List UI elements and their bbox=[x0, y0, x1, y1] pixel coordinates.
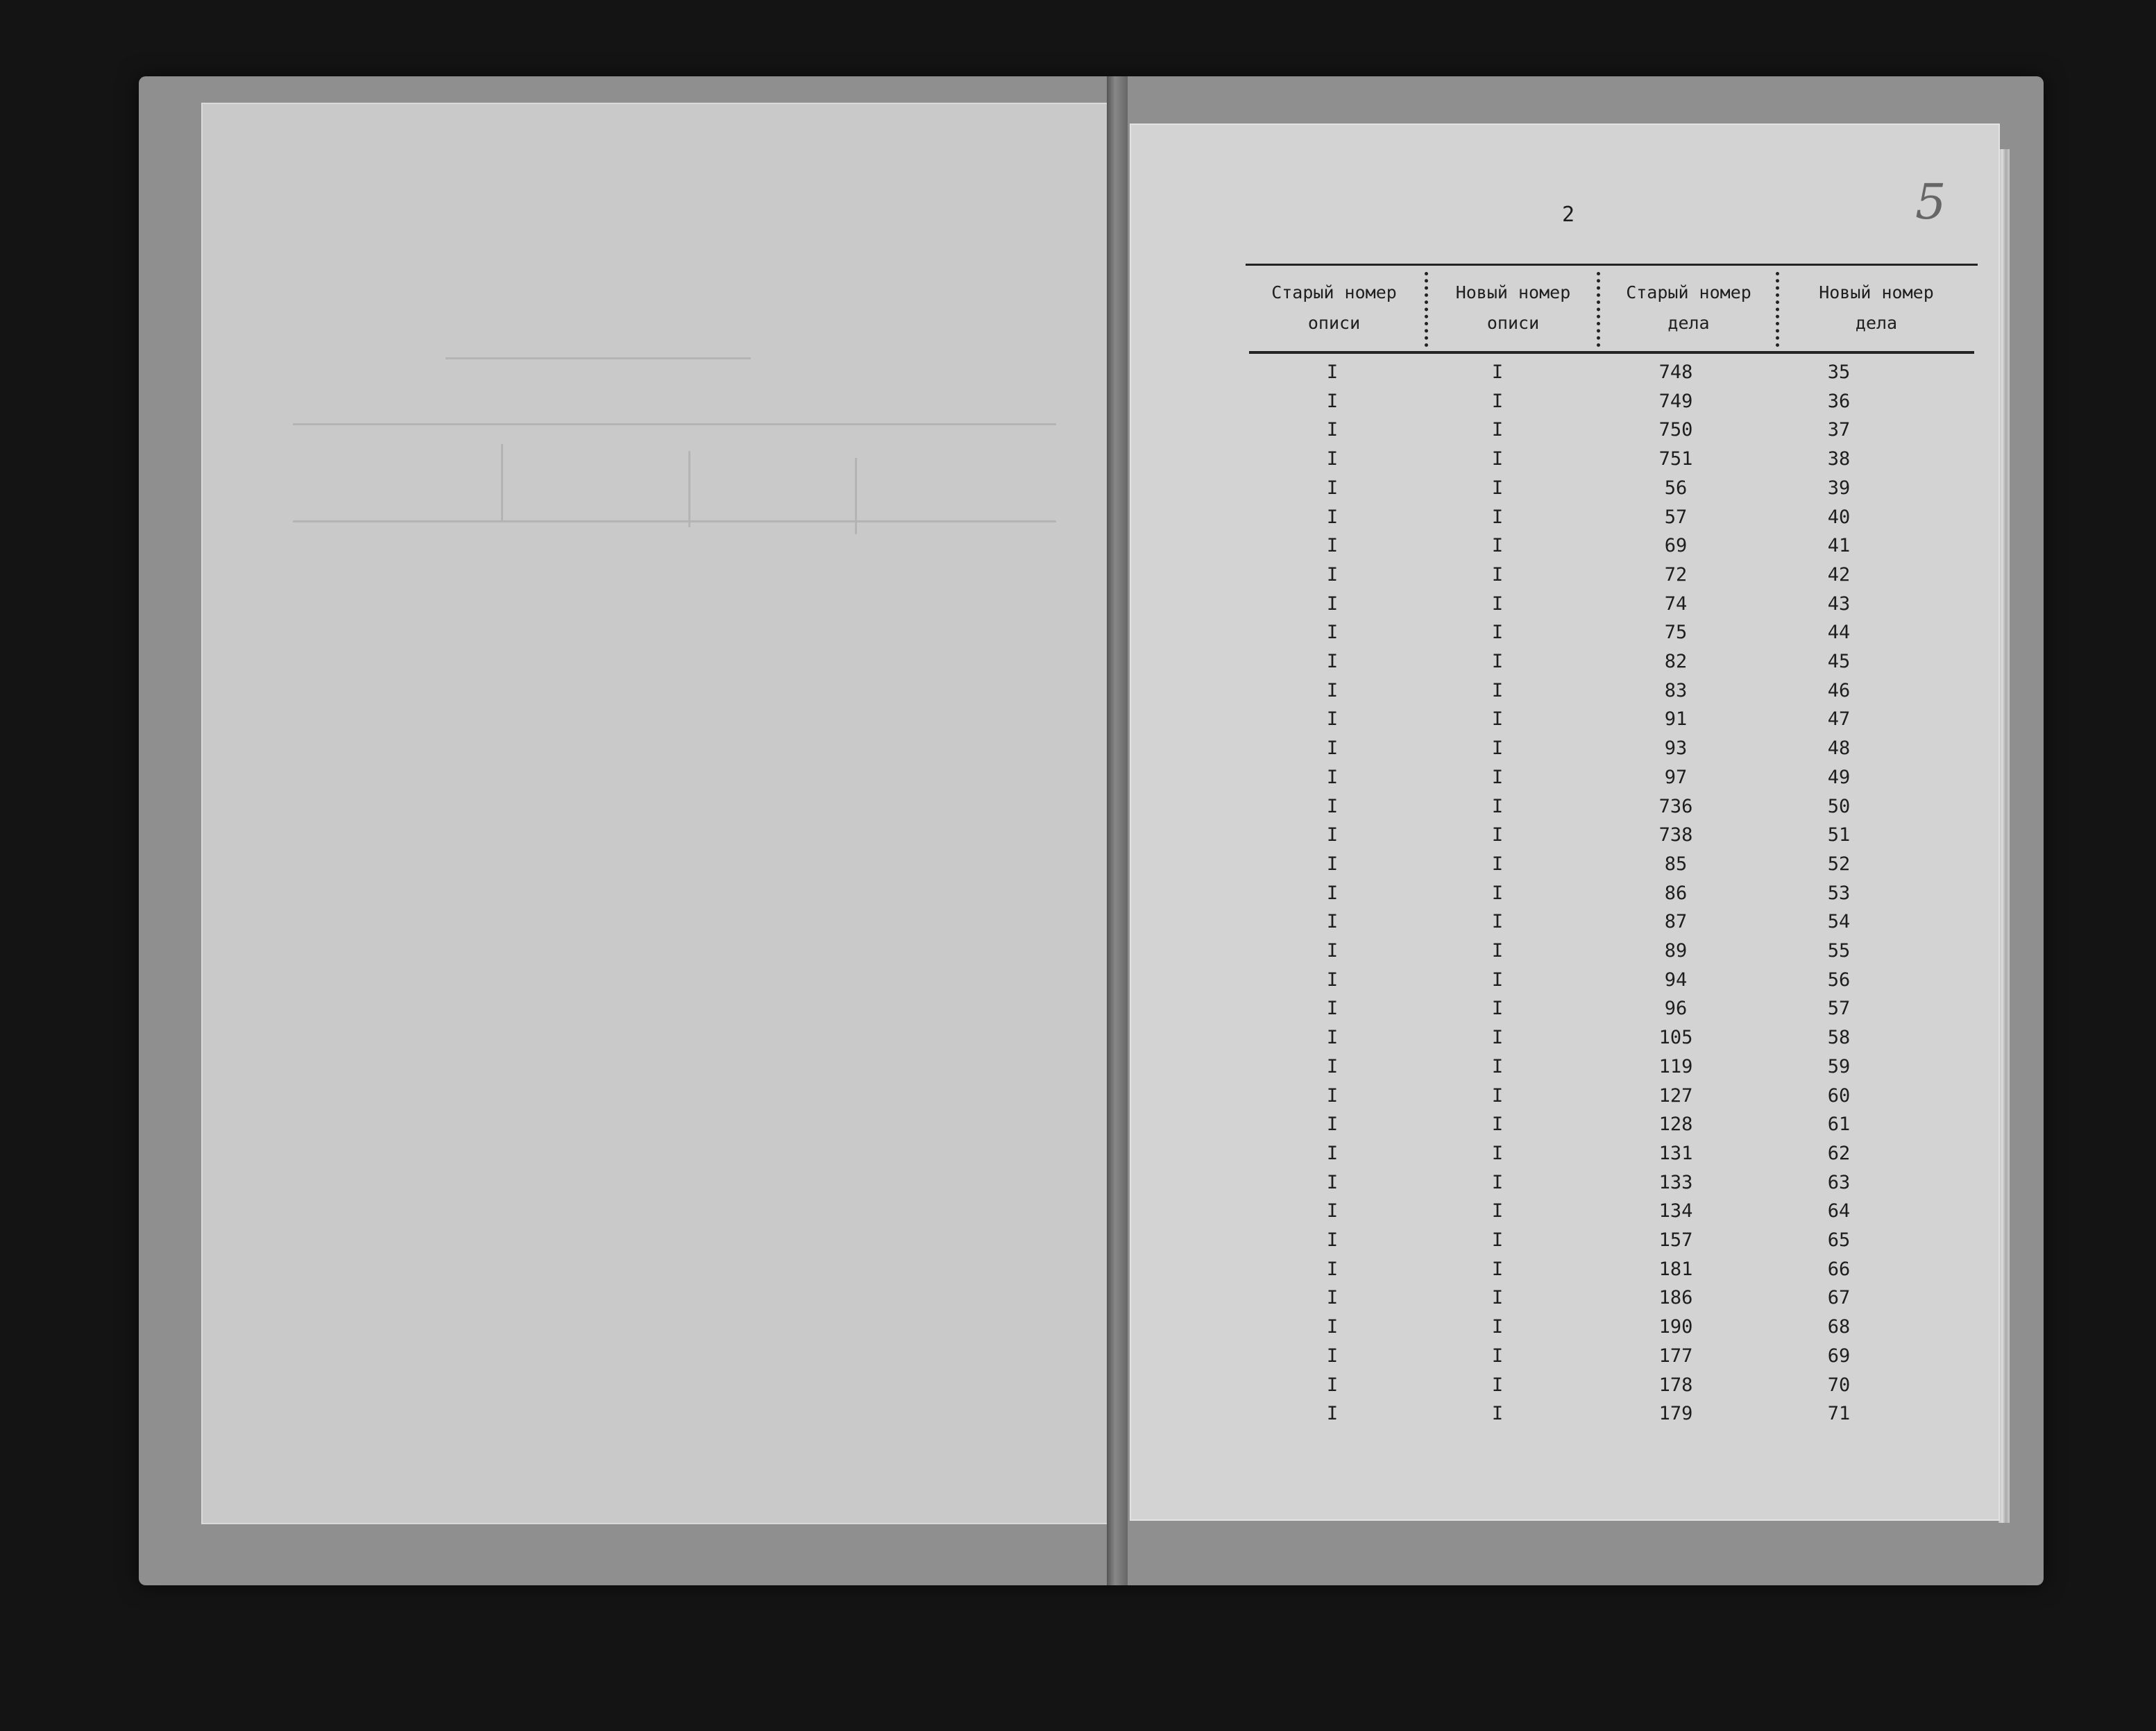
new-file-cell: 38 bbox=[1827, 448, 1851, 470]
old-file-cell: 119 bbox=[1658, 1055, 1693, 1077]
old-inventory-cell: I bbox=[1326, 1055, 1339, 1077]
new-inventory-cell: I bbox=[1491, 882, 1504, 904]
new-file-cell: 36 bbox=[1827, 390, 1851, 412]
old-file-cell: 179 bbox=[1658, 1403, 1693, 1425]
old-inventory-cell: I bbox=[1326, 1258, 1339, 1280]
table-row bbox=[1246, 1139, 1978, 1168]
new-inventory-cell: I bbox=[1491, 563, 1504, 586]
new-inventory-cell: I bbox=[1491, 1027, 1504, 1049]
old-file-cell: 69 bbox=[1664, 535, 1688, 557]
new-file-cell: 67 bbox=[1827, 1287, 1851, 1309]
new-inventory-cell: I bbox=[1491, 390, 1504, 412]
table-top-rule bbox=[1246, 264, 1978, 266]
new-file-cell: 57 bbox=[1827, 998, 1851, 1020]
table-row bbox=[1246, 590, 1978, 619]
old-inventory-cell: I bbox=[1326, 679, 1339, 701]
new-file-cell: 64 bbox=[1827, 1200, 1851, 1222]
header-separator bbox=[1425, 272, 1428, 347]
new-file-cell: 66 bbox=[1827, 1258, 1851, 1280]
old-file-cell: 87 bbox=[1664, 911, 1688, 933]
old-inventory-cell: I bbox=[1326, 477, 1339, 499]
old-file-cell: 177 bbox=[1658, 1345, 1693, 1367]
new-inventory-cell: I bbox=[1491, 1403, 1504, 1425]
new-inventory-cell: I bbox=[1491, 651, 1504, 672]
new-file-cell: 51 bbox=[1827, 824, 1851, 846]
new-inventory-cell: I bbox=[1491, 1316, 1504, 1338]
new-inventory-cell: I bbox=[1491, 1055, 1504, 1077]
old-inventory-cell: I bbox=[1326, 1027, 1339, 1049]
table-row bbox=[1246, 358, 1978, 387]
old-file-cell: 105 bbox=[1658, 1027, 1693, 1049]
new-inventory-cell: I bbox=[1491, 737, 1504, 760]
old-file-cell: 738 bbox=[1658, 824, 1693, 846]
old-inventory-cell: I bbox=[1326, 651, 1339, 672]
old-file-cell: 736 bbox=[1658, 795, 1693, 817]
new-file-cell: 41 bbox=[1827, 535, 1851, 557]
old-inventory-cell: I bbox=[1326, 622, 1339, 644]
table-row bbox=[1246, 850, 1978, 879]
old-file-cell: 127 bbox=[1658, 1084, 1693, 1107]
new-file-cell: 63 bbox=[1827, 1171, 1851, 1193]
new-inventory-cell: I bbox=[1491, 766, 1504, 788]
new-inventory-cell: I bbox=[1491, 361, 1504, 383]
new-file-cell: 60 bbox=[1827, 1084, 1851, 1107]
table-row bbox=[1246, 1168, 1978, 1197]
old-file-cell: 178 bbox=[1658, 1374, 1693, 1396]
table-row bbox=[1246, 763, 1978, 792]
header-old-inventory bbox=[1246, 278, 1423, 347]
left-page-faded bbox=[201, 103, 1117, 1524]
table-row bbox=[1246, 1197, 1978, 1226]
old-inventory-cell: I bbox=[1326, 1084, 1339, 1107]
old-file-cell: 83 bbox=[1664, 679, 1688, 701]
old-file-cell: 56 bbox=[1664, 477, 1688, 499]
new-file-cell: 70 bbox=[1827, 1374, 1851, 1396]
old-file-cell: 75 bbox=[1664, 622, 1688, 644]
table-row bbox=[1246, 531, 1978, 561]
table-row bbox=[1246, 937, 1978, 966]
header-new-file bbox=[1783, 278, 1970, 347]
faded-table-ghost bbox=[293, 215, 1056, 1533]
old-file-cell: 750 bbox=[1658, 419, 1693, 441]
new-inventory-cell: I bbox=[1491, 535, 1504, 557]
old-inventory-cell: I bbox=[1326, 882, 1339, 904]
old-file-cell: 751 bbox=[1658, 448, 1693, 470]
new-inventory-cell: I bbox=[1491, 911, 1504, 933]
old-file-cell: 134 bbox=[1658, 1200, 1693, 1222]
old-file-cell: 89 bbox=[1664, 940, 1688, 962]
old-inventory-cell: I bbox=[1326, 506, 1339, 528]
book-spine bbox=[1107, 76, 1128, 1585]
new-file-cell: 48 bbox=[1827, 737, 1851, 760]
table-row bbox=[1246, 1342, 1978, 1371]
new-inventory-cell: I bbox=[1491, 1114, 1504, 1136]
old-inventory-cell: I bbox=[1326, 1200, 1339, 1222]
old-inventory-cell: I bbox=[1326, 1171, 1339, 1193]
new-file-cell: 46 bbox=[1827, 679, 1851, 701]
old-inventory-cell: I bbox=[1326, 824, 1339, 846]
new-file-cell: 42 bbox=[1827, 563, 1851, 586]
table-row bbox=[1246, 821, 1978, 850]
new-inventory-cell: I bbox=[1491, 592, 1504, 615]
new-inventory-cell: I bbox=[1491, 477, 1504, 499]
old-file-cell: 181 bbox=[1658, 1258, 1693, 1280]
new-inventory-cell: I bbox=[1491, 1171, 1504, 1193]
new-inventory-cell: I bbox=[1491, 998, 1504, 1020]
old-inventory-cell: I bbox=[1326, 1345, 1339, 1367]
table-row bbox=[1246, 1313, 1978, 1342]
new-file-cell: 45 bbox=[1827, 651, 1851, 672]
new-inventory-cell: I bbox=[1491, 853, 1504, 875]
old-file-cell: 72 bbox=[1664, 563, 1688, 586]
old-inventory-cell: I bbox=[1326, 592, 1339, 615]
old-inventory-cell: I bbox=[1326, 853, 1339, 875]
old-inventory-cell: I bbox=[1326, 535, 1339, 557]
header-old-file bbox=[1604, 278, 1774, 347]
new-file-cell: 44 bbox=[1827, 622, 1851, 644]
table-row bbox=[1246, 879, 1978, 908]
table-header-rule bbox=[1249, 351, 1974, 354]
old-inventory-cell: I bbox=[1326, 969, 1339, 991]
new-file-cell: 69 bbox=[1827, 1345, 1851, 1367]
table-row bbox=[1246, 445, 1978, 474]
old-inventory-cell: I bbox=[1326, 390, 1339, 412]
old-file-cell: 133 bbox=[1658, 1171, 1693, 1193]
table-row bbox=[1246, 1399, 1978, 1429]
old-inventory-cell: I bbox=[1326, 911, 1339, 933]
page-number: 2 bbox=[1561, 203, 1575, 227]
handwritten-mark: 5 bbox=[1915, 173, 1946, 230]
new-file-cell: 40 bbox=[1827, 506, 1851, 528]
old-inventory-cell: I bbox=[1326, 419, 1339, 441]
new-inventory-cell: I bbox=[1491, 1287, 1504, 1309]
table-row bbox=[1246, 618, 1978, 647]
new-inventory-cell: I bbox=[1491, 795, 1504, 817]
table-row bbox=[1246, 1255, 1978, 1284]
old-file-cell: 93 bbox=[1664, 737, 1688, 760]
old-inventory-cell: I bbox=[1326, 940, 1339, 962]
table-row bbox=[1246, 705, 1978, 734]
new-file-cell: 53 bbox=[1827, 882, 1851, 904]
old-inventory-cell: I bbox=[1326, 1142, 1339, 1164]
new-inventory-cell: I bbox=[1491, 1200, 1504, 1222]
table-row bbox=[1246, 503, 1978, 532]
header-separator bbox=[1597, 272, 1600, 347]
header-line: описи bbox=[1307, 313, 1361, 333]
new-inventory-cell: I bbox=[1491, 824, 1504, 846]
table-row bbox=[1246, 734, 1978, 763]
new-file-cell: 50 bbox=[1827, 795, 1851, 817]
header-new-inventory bbox=[1432, 278, 1595, 347]
new-file-cell: 68 bbox=[1827, 1316, 1851, 1338]
new-file-cell: 58 bbox=[1827, 1027, 1851, 1049]
new-inventory-cell: I bbox=[1491, 1084, 1504, 1107]
new-file-cell: 35 bbox=[1827, 361, 1851, 383]
new-file-cell: 43 bbox=[1827, 592, 1851, 615]
header-line: дела bbox=[1855, 313, 1898, 333]
new-inventory-cell: I bbox=[1491, 448, 1504, 470]
new-inventory-cell: I bbox=[1491, 419, 1504, 441]
table-row bbox=[1246, 474, 1978, 503]
old-file-cell: 97 bbox=[1664, 766, 1688, 788]
old-file-cell: 82 bbox=[1664, 651, 1688, 672]
old-file-cell: 57 bbox=[1664, 506, 1688, 528]
old-inventory-cell: I bbox=[1326, 1114, 1339, 1136]
table-row bbox=[1246, 1082, 1978, 1111]
new-inventory-cell: I bbox=[1491, 969, 1504, 991]
table-row bbox=[1246, 1284, 1978, 1313]
table-row bbox=[1246, 1052, 1978, 1082]
old-inventory-cell: I bbox=[1326, 563, 1339, 586]
new-inventory-cell: I bbox=[1491, 1345, 1504, 1367]
old-inventory-cell: I bbox=[1326, 737, 1339, 760]
header-line: Старый номер bbox=[1626, 282, 1751, 302]
new-inventory-cell: I bbox=[1491, 506, 1504, 528]
table-row bbox=[1246, 1023, 1978, 1052]
old-file-cell: 86 bbox=[1664, 882, 1688, 904]
new-file-cell: 39 bbox=[1827, 477, 1851, 499]
old-inventory-cell: I bbox=[1326, 361, 1339, 383]
old-inventory-cell: I bbox=[1326, 1403, 1339, 1425]
new-inventory-cell: I bbox=[1491, 679, 1504, 701]
old-inventory-cell: I bbox=[1326, 795, 1339, 817]
new-inventory-cell: I bbox=[1491, 1229, 1504, 1251]
new-inventory-cell: I bbox=[1491, 708, 1504, 731]
new-file-cell: 65 bbox=[1827, 1229, 1851, 1251]
header-line: Старый номер bbox=[1271, 282, 1397, 302]
new-inventory-cell: I bbox=[1491, 1258, 1504, 1280]
header-separator bbox=[1776, 272, 1779, 347]
table-row bbox=[1246, 561, 1978, 590]
new-file-cell: 52 bbox=[1827, 853, 1851, 875]
new-file-cell: 59 bbox=[1827, 1055, 1851, 1077]
old-file-cell: 94 bbox=[1664, 969, 1688, 991]
table-row bbox=[1246, 1226, 1978, 1255]
old-inventory-cell: I bbox=[1326, 708, 1339, 731]
table-row bbox=[1246, 647, 1978, 676]
old-file-cell: 749 bbox=[1658, 390, 1693, 412]
old-file-cell: 96 bbox=[1664, 998, 1688, 1020]
new-inventory-cell: I bbox=[1491, 1142, 1504, 1164]
old-inventory-cell: I bbox=[1326, 1374, 1339, 1396]
old-inventory-cell: I bbox=[1326, 1316, 1339, 1338]
table-row bbox=[1246, 966, 1978, 995]
old-inventory-cell: I bbox=[1326, 998, 1339, 1020]
table-row bbox=[1246, 387, 1978, 416]
old-file-cell: 128 bbox=[1658, 1114, 1693, 1136]
new-file-cell: 62 bbox=[1827, 1142, 1851, 1164]
header-line: описи bbox=[1486, 313, 1540, 333]
right-page bbox=[1130, 123, 2000, 1521]
old-inventory-cell: I bbox=[1326, 448, 1339, 470]
old-file-cell: 157 bbox=[1658, 1229, 1693, 1251]
new-file-cell: 55 bbox=[1827, 940, 1851, 962]
page-edges bbox=[1998, 149, 2010, 1523]
old-file-cell: 85 bbox=[1664, 853, 1688, 875]
new-file-cell: 47 bbox=[1827, 708, 1851, 731]
table-row bbox=[1246, 1110, 1978, 1139]
old-file-cell: 186 bbox=[1658, 1287, 1693, 1309]
old-inventory-cell: I bbox=[1326, 1229, 1339, 1251]
new-inventory-cell: I bbox=[1491, 940, 1504, 962]
old-file-cell: 91 bbox=[1664, 708, 1688, 731]
new-inventory-cell: I bbox=[1491, 1374, 1504, 1396]
old-file-cell: 748 bbox=[1658, 361, 1693, 383]
new-inventory-cell: I bbox=[1491, 622, 1504, 644]
old-file-cell: 190 bbox=[1658, 1316, 1693, 1338]
old-file-cell: 131 bbox=[1658, 1142, 1693, 1164]
header-line: Новый номер bbox=[1819, 282, 1934, 302]
new-file-cell: 61 bbox=[1827, 1114, 1851, 1136]
table-row bbox=[1246, 994, 1978, 1023]
new-file-cell: 37 bbox=[1827, 419, 1851, 441]
table-row bbox=[1246, 676, 1978, 706]
old-file-cell: 74 bbox=[1664, 592, 1688, 615]
table-row bbox=[1246, 416, 1978, 445]
table-row bbox=[1246, 907, 1978, 937]
old-inventory-cell: I bbox=[1326, 1287, 1339, 1309]
new-file-cell: 54 bbox=[1827, 911, 1851, 933]
new-file-cell: 49 bbox=[1827, 766, 1851, 788]
table-row bbox=[1246, 792, 1978, 821]
header-line: Новый номер bbox=[1455, 282, 1571, 302]
header-line: дела bbox=[1667, 313, 1710, 333]
new-file-cell: 56 bbox=[1827, 969, 1851, 991]
table-row bbox=[1246, 1371, 1978, 1400]
new-file-cell: 71 bbox=[1827, 1403, 1851, 1425]
old-inventory-cell: I bbox=[1326, 766, 1339, 788]
